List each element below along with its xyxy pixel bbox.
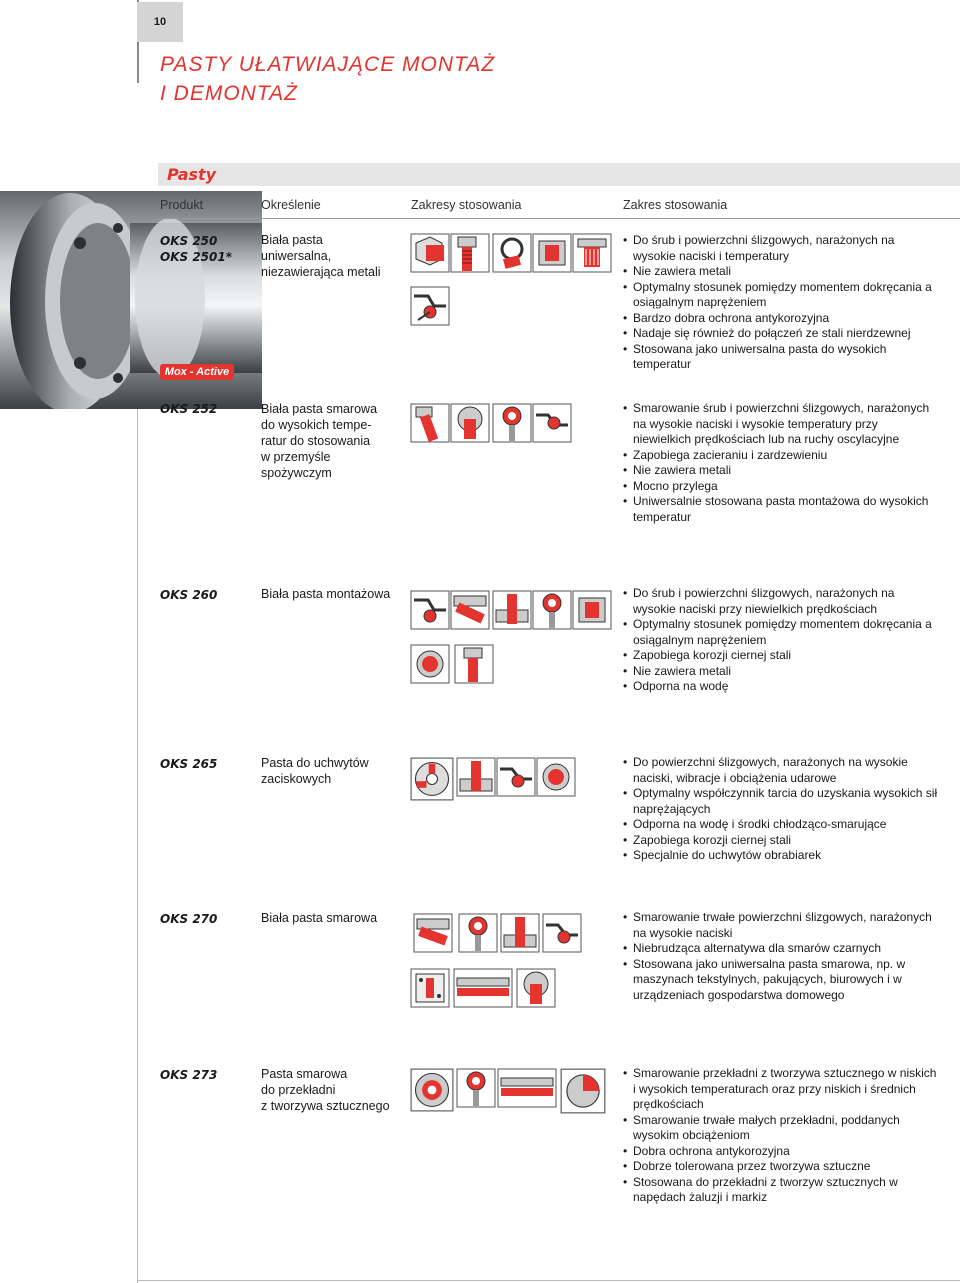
list-item: • Dobrze tolerowana przez tworzywa sztuczne — [623, 1159, 938, 1175]
list-item: • Smarowanie trwałe małych przekładni, poddanych wysokim obciążeniom — [623, 1113, 938, 1144]
bullet-list — [623, 1066, 938, 1206]
list-item: • Specjalnie do uchwytów obrabiarek — [623, 848, 938, 864]
list-item: • Niebrudząca alternatywa dla smarów czarnych — [623, 941, 938, 957]
list-item: • Uniwersalnie stosowana pasta montażowa do wysokich temperatur — [623, 494, 938, 525]
rod-end-icon — [458, 913, 498, 953]
gear-icon — [410, 644, 450, 684]
list-item: • Nie zawiera metali — [623, 264, 938, 280]
list-item: • Zapobiega zacieraniu i zardzewieniu — [623, 448, 938, 464]
page-title: PASTY UŁATWIAJĄCE MONTAŻ I DEMONTAŻ — [160, 53, 496, 105]
list-item: • Zapobiega korozji ciernej stali — [623, 833, 938, 849]
list-item: • Nie zawiera metali — [623, 664, 938, 680]
linkage-icon — [532, 403, 572, 443]
product-definition: Pasta do uchwytów zaciskowych — [261, 756, 369, 786]
product-definition: Biała pasta smarowa — [261, 911, 378, 925]
rail-icon — [496, 1068, 558, 1108]
bullet-list — [623, 233, 938, 373]
list-item: • Zapobiega korozji ciernej stali — [623, 648, 938, 664]
screw-icon — [410, 403, 450, 443]
chuck-icon — [410, 757, 454, 801]
rail-icon — [452, 968, 514, 1008]
product-definition: Biała pasta uniwersalna, niezawierająca metali — [261, 233, 381, 279]
list-item: • Mocno przylega — [623, 479, 938, 495]
bullet-list — [623, 586, 938, 695]
rod-end-icon — [492, 403, 532, 443]
header-definition: Określenie — [261, 198, 321, 212]
linkage-icon — [496, 757, 536, 797]
frame-left — [137, 409, 138, 1283]
bullet-list — [623, 401, 938, 525]
mox-active-badge: Mox - Active — [160, 364, 234, 380]
list-item: • Do śrub i powierzchni ślizgowych, narażonych na wysokie naciski przy niewielkich prędkościach — [623, 586, 938, 617]
list-item: • Do śrub i powierzchni ślizgowych, narażonych na wysokie naciski i temperatury — [623, 233, 938, 264]
header-ranges: Zakresy stosowania — [411, 198, 522, 212]
gear-icon — [516, 968, 556, 1008]
list-item: • Stosowana jako uniwersalna pasta smarowa, np. w maszynach tekstylnych, pakujących, biurowych i w urządzeniach gospodarstwa domowego — [623, 957, 938, 1004]
list-item: • Stosowana do przekładni z tworzyw sztucznych w napędach żaluzji i markiz — [623, 1175, 938, 1206]
product-code: OKS 265 — [160, 757, 218, 771]
nut-icon — [572, 590, 612, 630]
slide-icon — [450, 590, 490, 630]
list-item: • Odporna na wodę — [623, 679, 938, 695]
slide-icon — [410, 913, 456, 953]
screw-icon — [454, 644, 494, 684]
shaft-icon — [492, 590, 532, 630]
section-bar — [158, 163, 960, 186]
hinge-icon — [410, 968, 450, 1008]
list-item: • Do powierzchni ślizgowych, narażonych na wysokie naciski, wibracje i obciążenia udarowe — [623, 755, 938, 786]
product-code: OKS 260 — [160, 588, 218, 602]
nut-icon — [532, 233, 572, 273]
list-item: • Smarowanie przekładni z tworzywa sztucznego w niskich i wysokich temperaturach oraz przy niskich i średnich prędkościach — [623, 1066, 938, 1113]
clamp-icon — [492, 233, 532, 273]
rod-end-icon — [532, 590, 572, 630]
list-item: • Bardzo dobra ochrona antykorozyjna — [623, 311, 938, 327]
shaft-icon — [456, 757, 496, 797]
screw-icon — [450, 233, 490, 273]
product-code: OKS 273 — [160, 1068, 218, 1082]
list-item: • Optymalny współczynnik tarcia do uzyskania wysokich sił naprężających — [623, 786, 938, 817]
header-divider — [158, 218, 960, 219]
product-code: OKS 250 OKS 2501* — [160, 234, 232, 264]
product-code: OKS 252 — [160, 402, 218, 416]
frame-bottom — [137, 1280, 960, 1281]
product-definition: Biała pasta smarowa do wysokich tempe- ratur do stosowania w przemyśle spożywczym — [261, 402, 378, 480]
header-range: Zakres stosowania — [623, 198, 728, 212]
list-item: • Smarowanie śrub i powierzchni ślizgowych, narażonych na wysokie naciski i wysokie temperatury przy niewielkich prędkościach lub na ruchy oscylacyjne — [623, 401, 938, 448]
list-item: • Optymalny stosunek pomiędzy momentem dokręcania a osiągalnym naprężeniem — [623, 617, 938, 648]
bearing-icon — [410, 1068, 454, 1112]
linkage-icon — [540, 913, 584, 953]
list-item: • Optymalny stosunek pomiędzy momentem dokręcania a osiągalnym naprężeniem — [623, 280, 938, 311]
product-definition: Pasta smarowa do przekładni z tworzywa sztucznego — [261, 1067, 390, 1113]
list-item: • Nie zawiera metali — [623, 463, 938, 479]
list-item: • Smarowanie trwałe powierzchni ślizgowych, narażonych na wysokie naciski — [623, 910, 938, 941]
product-definition: Biała pasta montażowa — [261, 587, 391, 601]
list-item: • Odporna na wodę i środki chłodząco-smarujące — [623, 817, 938, 833]
product-code: OKS 270 — [160, 912, 218, 926]
bullet-list — [623, 755, 938, 864]
linkage-icon — [410, 286, 450, 326]
rod-end-icon — [456, 1068, 496, 1108]
section-label: Pasty — [167, 165, 217, 184]
gear-icon — [536, 757, 576, 797]
bullet-list — [623, 910, 938, 1003]
page-number: 10 — [137, 2, 183, 42]
linkage-icon — [410, 590, 450, 630]
bolt-nut-icon — [410, 233, 450, 273]
list-item: • Stosowana jako uniwersalna pasta do wysokich temperatur — [623, 342, 938, 373]
gear-shaft-icon — [572, 233, 612, 273]
header-product: Produkt — [160, 198, 204, 212]
gear-icon — [560, 1068, 606, 1114]
gear-icon — [450, 403, 490, 443]
list-item: • Nadaje się również do połączeń ze stali nierdzewnej — [623, 326, 938, 342]
list-item: • Dobra ochrona antykorozyjna — [623, 1144, 938, 1160]
shaft-icon — [500, 913, 540, 953]
